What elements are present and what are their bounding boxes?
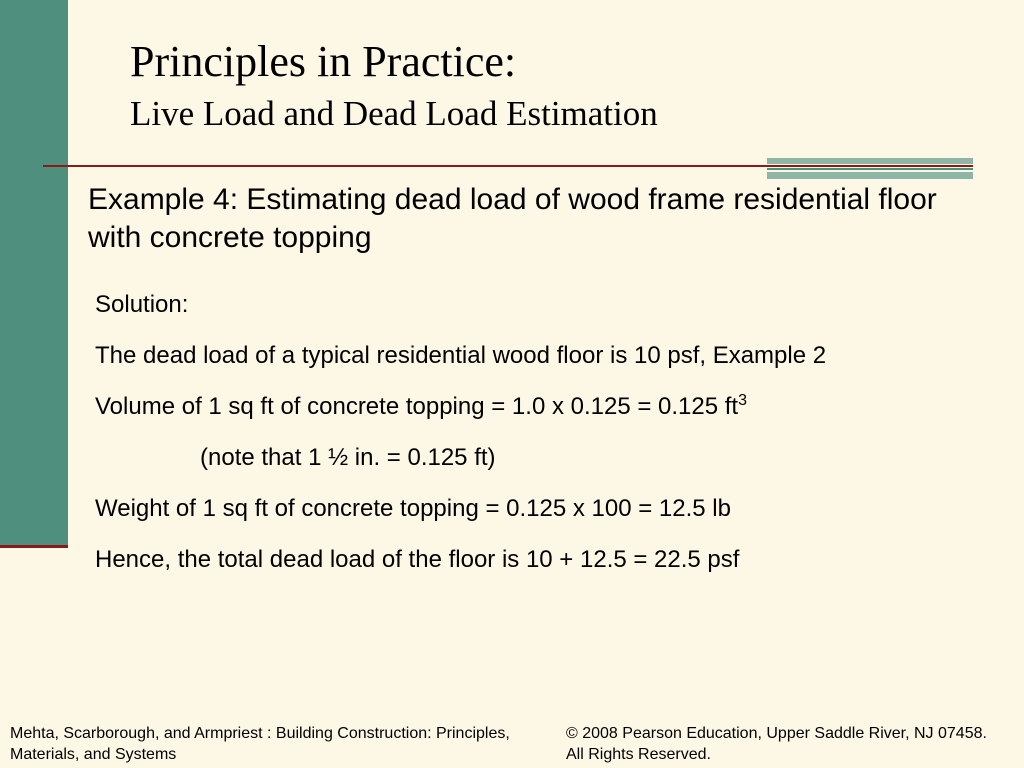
example-heading: Example 4: Estimating dead load of wood frame residential floor with concrete topping	[88, 183, 937, 254]
accent-stripe-top	[767, 158, 973, 164]
accent-stripe-middle	[767, 168, 973, 170]
solution-note	[95, 441, 826, 492]
solution-label-text: Solution:	[95, 291, 189, 318]
solution-line	[95, 339, 826, 390]
solution-line-5-text: Hence, the total dead load of the floor is 10 + 12.5 = 22.5 psf	[95, 546, 740, 573]
solution-line-2-text: Volume of 1 sq ft of concrete topping = 1.0 x 0.125 = 0.125 ft	[95, 393, 739, 420]
solution-list	[95, 288, 826, 594]
accent-stripes	[767, 158, 973, 180]
solution-line	[95, 543, 826, 594]
solution-label	[95, 288, 826, 339]
footer-copyright-line-1: © 2008 Pearson Education, Upper Saddle River, NJ 07458.	[566, 725, 987, 742]
footer-citation-line-2: Materials, and Systems	[10, 746, 177, 763]
solution-line	[95, 390, 826, 441]
solution-line-3-text: (note that 1 ½ in. = 0.125 ft)	[200, 444, 496, 471]
slide-subtitle: Live Load and Dead Load Estimation	[130, 94, 658, 133]
slide-title: Principles in Practice:	[130, 37, 517, 86]
solution-line-1-text: The dead load of a typical residential wood floor is 10 psf, Example 2	[95, 342, 827, 369]
side-bar-decoration	[0, 0, 68, 546]
accent-stripe-bottom	[767, 172, 973, 179]
side-bar-rule	[0, 545, 68, 548]
solution-line-4-text: Weight of 1 sq ft of concrete topping = 0.125 x 100 = 12.5 lb	[95, 495, 731, 522]
solution-line	[95, 492, 826, 543]
footer-copyright-line-2: All Rights Reserved.	[566, 746, 711, 763]
footer-copyright	[566, 723, 1021, 765]
footer-citation-line-1: Mehta, Scarborough, and Armpriest : Building Construction: Principles,	[10, 725, 510, 742]
cubic-superscript: 3	[738, 392, 748, 409]
footer-citation	[10, 723, 555, 765]
